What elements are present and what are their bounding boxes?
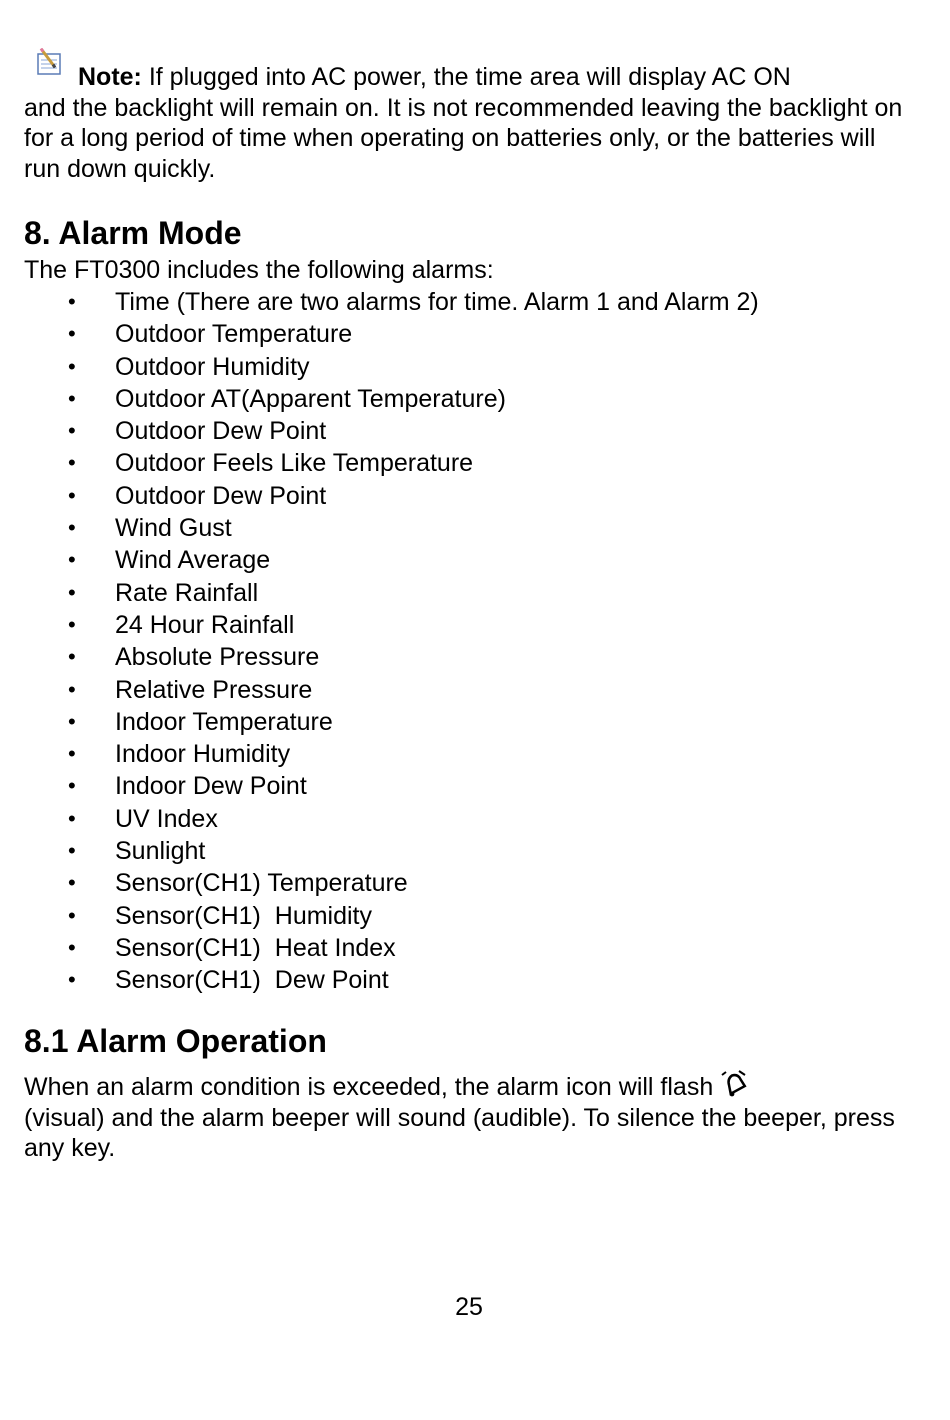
list-item <box>24 674 904 706</box>
note-pad-icon <box>34 48 66 78</box>
bullet-icon: • <box>68 579 76 605</box>
bullet-icon: • <box>68 838 76 864</box>
bullet-icon: • <box>68 321 76 347</box>
list-item <box>24 738 904 770</box>
bullet-icon: • <box>68 805 76 831</box>
list-item-text: Sunlight <box>115 837 206 866</box>
list-item <box>24 609 904 641</box>
bullet-icon: • <box>68 353 76 379</box>
list-item <box>24 641 904 673</box>
list-item <box>24 835 904 867</box>
list-item <box>24 803 904 835</box>
alarm-mode-heading: 8. Alarm Mode <box>24 215 242 251</box>
list-item <box>24 544 904 576</box>
list-item <box>24 286 904 318</box>
bullet-icon: • <box>68 385 76 411</box>
bullet-icon: • <box>68 967 76 993</box>
list-item-text: Outdoor Dew Point <box>115 417 327 446</box>
bullet-icon: • <box>68 902 76 928</box>
list-item-text: UV Index <box>115 804 218 833</box>
bullet-icon: • <box>68 289 76 314</box>
list-item <box>24 932 904 964</box>
list-item-text: Relative Pressure <box>115 675 313 704</box>
list-item-text: Outdoor AT(Apparent Temperature) <box>115 384 506 413</box>
list-item-text: Rate Rainfall <box>115 578 259 607</box>
bullet-icon: • <box>68 450 76 476</box>
bullet-icon: • <box>68 482 76 508</box>
alarm-list <box>24 286 904 997</box>
list-item-text: Sensor(CH1) Heat Index <box>115 933 396 962</box>
list-item <box>24 447 904 479</box>
alarm-operation-heading: 8.1 Alarm Operation <box>24 1023 327 1059</box>
bullet-icon: • <box>68 676 76 702</box>
bullet-icon: • <box>68 870 76 896</box>
list-item-text: Outdoor Humidity <box>115 352 310 381</box>
bullet-icon: • <box>68 934 76 960</box>
list-item <box>24 770 904 802</box>
alarm-operation-text-1: When an alarm condition is exceeded, the alarm icon will flash <box>24 1073 714 1101</box>
list-item <box>24 351 904 383</box>
list-item-text: Wind Gust <box>115 514 232 543</box>
list-item <box>24 415 904 447</box>
note-label: Note: <box>78 63 142 91</box>
list-item <box>24 867 904 899</box>
list-item-text: Wind Average <box>115 546 271 575</box>
list-item <box>24 512 904 544</box>
bullet-icon: • <box>68 644 76 670</box>
alarm-operation-text-2: (visual) and the alarm beeper will sound (audible). To silence the beeper, press any key. <box>24 1103 895 1162</box>
note-text-line1: If plugged into AC power, the time area will display AC ON <box>141 63 791 91</box>
list-item-text: Outdoor Feels Like Temperature <box>115 449 474 478</box>
list-item-text: Sensor(CH1) Humidity <box>115 901 373 930</box>
list-item-text: Indoor Dew Point <box>115 772 307 801</box>
note-text: and the backlight will remain on. It is not recommended leaving the backlight on for a long period of time when operating on batteries only, or the batteries will run down quickly. <box>24 93 903 183</box>
alarm-bell-icon <box>719 1069 749 1099</box>
list-item-text: Outdoor Dew Point <box>115 481 327 510</box>
list-item-text: 24 Hour Rainfall <box>115 610 295 639</box>
alarm-mode-intro: The FT0300 includes the following alarms: <box>24 256 494 284</box>
bullet-icon: • <box>68 741 76 767</box>
list-item <box>24 318 904 350</box>
list-item-text: Time (There are two alarms for time. Alarm 1 and Alarm 2) <box>115 288 759 316</box>
note-paragraph <box>24 62 904 184</box>
bullet-icon: • <box>68 547 76 573</box>
list-item-text: Indoor Temperature <box>115 707 333 736</box>
list-item-text: Outdoor Temperature <box>115 320 353 349</box>
page-number: 25 <box>455 1293 483 1321</box>
alarm-operation-paragraph <box>24 1069 904 1164</box>
bullet-icon: • <box>68 773 76 799</box>
bullet-icon: • <box>68 515 76 541</box>
list-item-text: Sensor(CH1) Temperature <box>115 869 408 898</box>
list-item <box>24 577 904 609</box>
list-item <box>24 900 904 932</box>
list-item-text: Absolute Pressure <box>115 643 320 672</box>
list-item <box>24 706 904 738</box>
bullet-icon: • <box>68 418 76 444</box>
list-item-text: Indoor Humidity <box>115 740 291 769</box>
list-item-text: Sensor(CH1) Dew Point <box>115 966 389 995</box>
bullet-icon: • <box>68 708 76 734</box>
list-item <box>24 383 904 415</box>
list-item <box>24 964 904 996</box>
list-item <box>24 480 904 512</box>
bullet-icon: • <box>68 611 76 637</box>
